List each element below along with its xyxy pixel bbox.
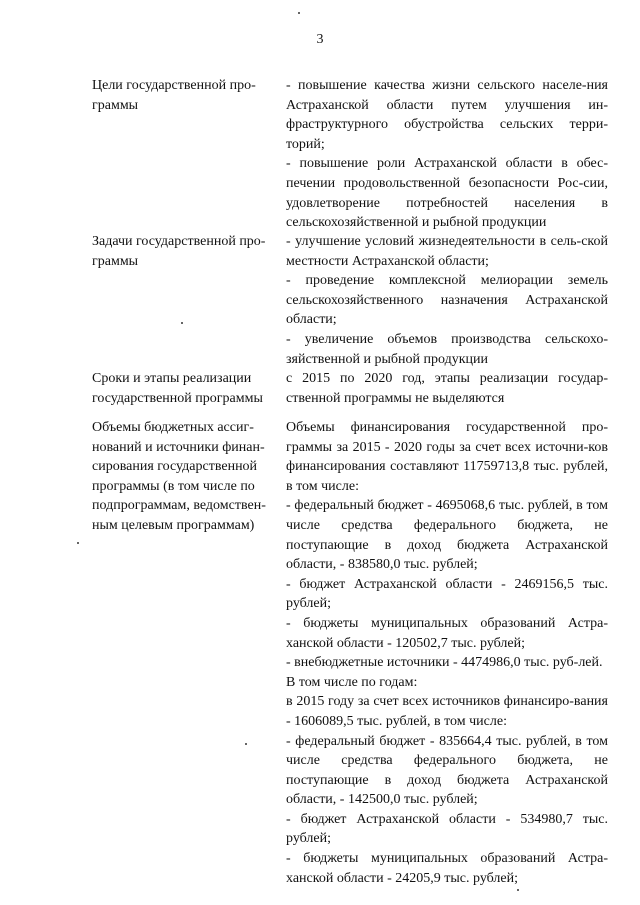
value-paragraph: - повышение качества жизни сельского населе-ния Астраханской области путем улучшения ин-фраструктурного обустройства сельских терри-торий;: [286, 78, 608, 152]
value-paragraph: - увеличение объемов производства сельскохо-зяйственной и рыбной продукции: [286, 331, 608, 367]
row-value: [286, 232, 608, 369]
scan-speck: [245, 743, 247, 745]
value-paragraph: - бюджет Астраханской области - 534980,7 тыс. рублей;: [286, 811, 608, 847]
value-paragraph: - бюджет Астраханской области - 2469156,5 тыс. рублей;: [286, 576, 608, 612]
scan-speck: [77, 542, 79, 544]
page-number: 3: [316, 32, 324, 47]
row-value: [286, 369, 608, 408]
value-paragraph: - внебюджетные источники - 4474986,0 тыс. руб-лей.: [286, 655, 603, 671]
row-value: [286, 76, 608, 233]
row-label: Цели государственной про- граммы: [92, 78, 256, 113]
value-paragraph: В том числе по годам:: [286, 674, 418, 690]
value-paragraph: в 2015 году за счет всех источников финансиро-вания - 1606089,5 тыс. рублей, в том числе:: [286, 694, 608, 729]
value-paragraph: - повышение роли Астраханской области в обес-печении продовольственной безопасности Рос-сии, удовлетворение потребностей населения в сельскохозяйственной и рыбной продукции: [286, 156, 608, 231]
value-paragraph: - бюджеты муниципальных образований Астра-ханской области - 120502,7 тыс. рублей;: [286, 615, 608, 651]
scan-speck: [298, 12, 300, 14]
value-paragraph: - бюджеты муниципальных образований Астра-ханской области - 24205,9 тыс. рублей;: [286, 851, 608, 886]
scan-speck: [517, 889, 519, 891]
value-paragraph: - федеральный бюджет - 835664,4 тыс. рублей, в том числе средства федерального бюджета, не поступающие в доход бюджета Астраханской области, - 142500,0 тыс. рублей;: [286, 733, 608, 808]
value-paragraph: с 2015 по 2020 год, этапы реализации государ-ственной программы не выделяются: [286, 371, 608, 406]
row-label: Задачи государственной про- граммы: [92, 234, 266, 269]
value-paragraph: Объемы финансирования государственной про-граммы за 2015 - 2020 годы за счет всех источни-ков финансирования составляют 11759713,8 тыс. рублей, в том числе:: [286, 420, 608, 494]
value-paragraph: - улучшение условий жизнедеятельности в сель-ской местности Астраханской области;: [286, 234, 608, 269]
scan-speck: [181, 322, 183, 324]
row-value: [286, 418, 608, 888]
value-paragraph: - проведение комплексной мелиорации земель сельскохозяйственного назначения Астраханской области;: [286, 273, 608, 328]
value-paragraph: - федеральный бюджет - 4695068,6 тыс. рублей, в том числе средства федерального бюджета, не поступающие в доход бюджета Астраханской области, - 838580,0 тыс. рублей;: [286, 498, 608, 573]
row-label: Объемы бюджетных ассиг- нований и источники финан- сирования государственной программы (в том числе по подпрограммам, ведомствен- ным целевым программам): [92, 420, 266, 533]
row-label: Сроки и этапы реализации государственной программы: [92, 371, 263, 406]
